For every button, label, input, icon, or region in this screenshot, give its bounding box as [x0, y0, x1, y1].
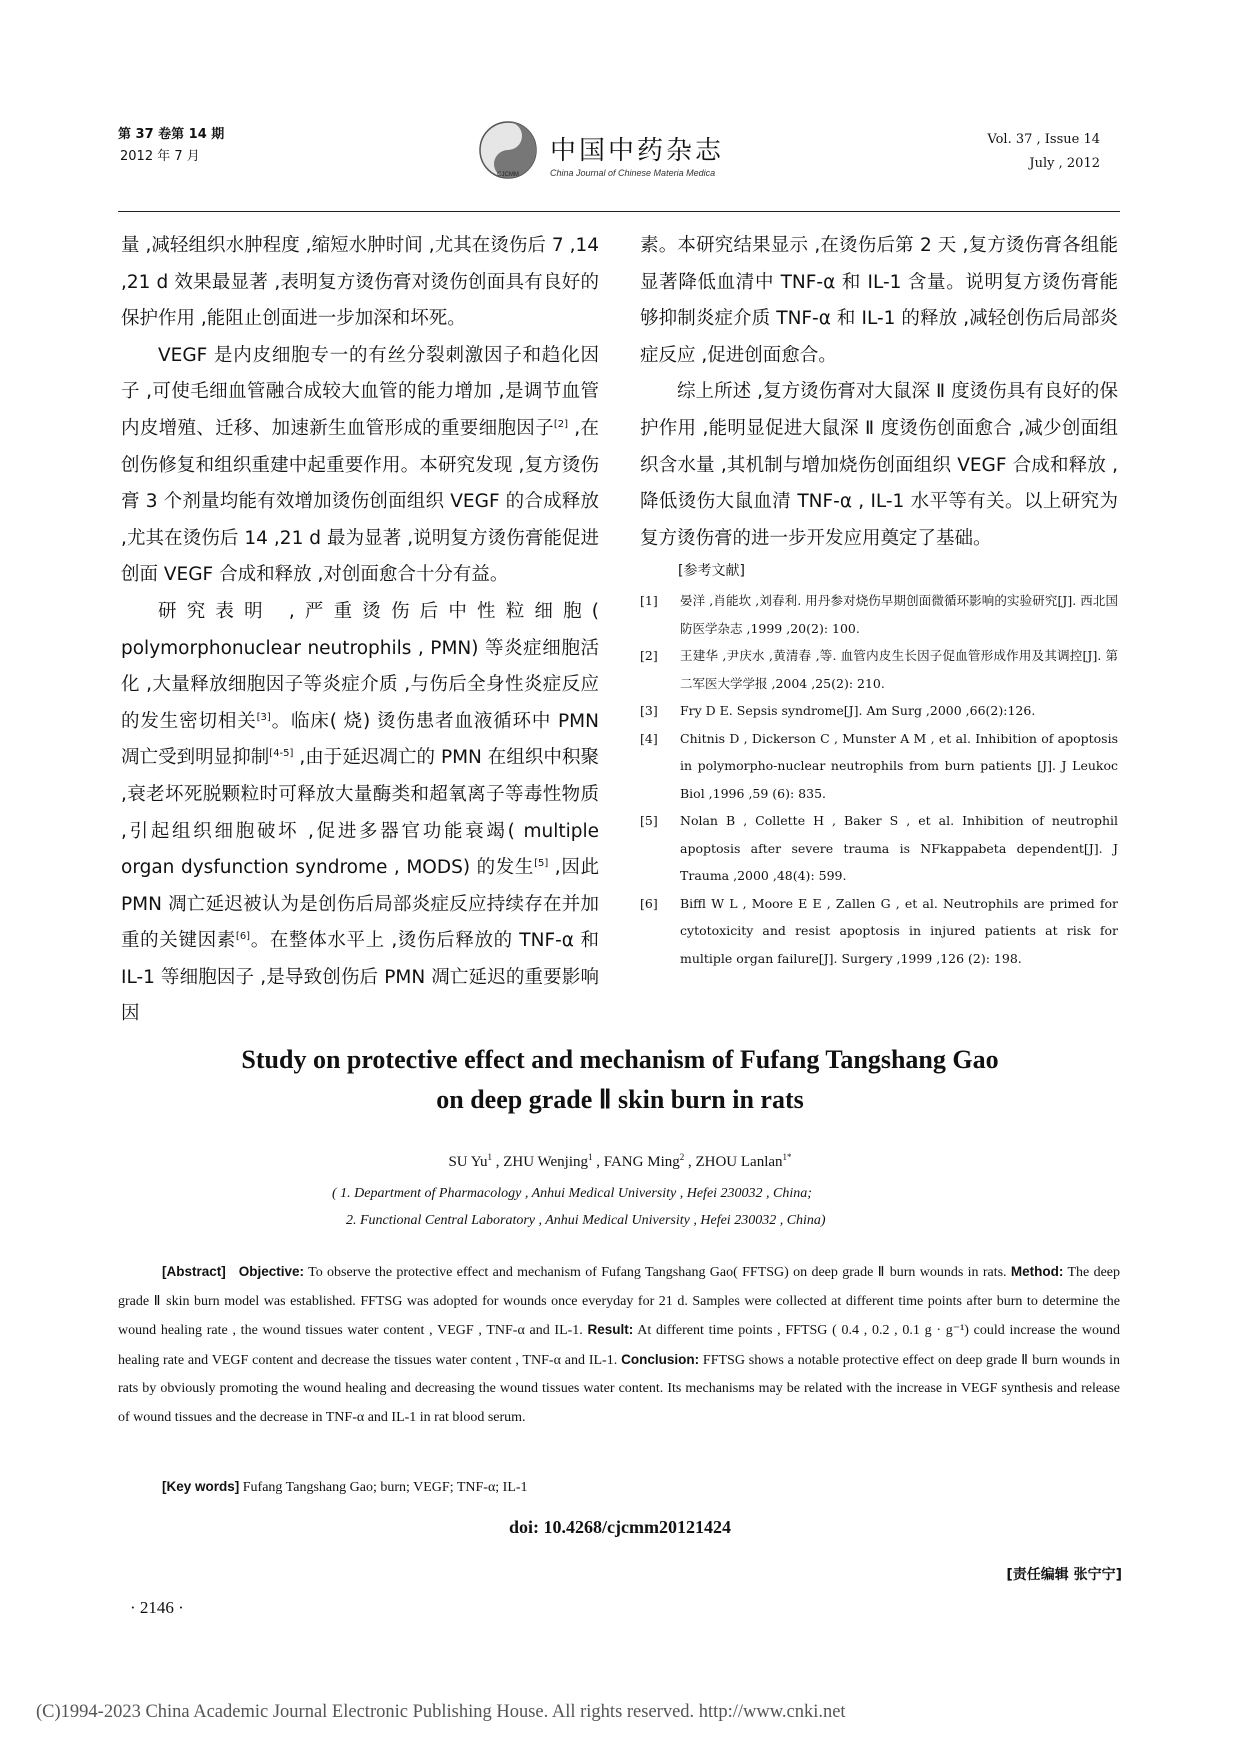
citation: [2]: [553, 418, 569, 430]
reference-item: [640, 725, 1118, 808]
reference-number: [1]: [640, 593, 658, 609]
journal-name-en: China Journal of Chinese Materia Medica: [550, 168, 716, 178]
reference-item: [640, 807, 1118, 890]
text: 研究表明 ,严重烫伤后中性粒细胞( polymorphonuclear neutrophils , PMN) 等炎症细胞活化 ,大量释放细胞因子等炎症介质 ,与伤后全身性炎症反应的发生密切相关: [121, 600, 599, 732]
reference-number: [2]: [640, 648, 658, 664]
left-column: [121, 228, 599, 1033]
volume-issue-en: Vol. 37 , Issue 14: [987, 132, 1100, 147]
conclusion-text: FFTSG shows a notable protective effect on deep grade Ⅱ burn wounds in rats by obviously promoting the wound healing and decreasing the wound tissues water content. Its mechanisms may be related with the increase in VEGF synthesis and release of wound tissues and the decrease in TNF-α and IL-1 in rat blood serum.: [118, 1352, 1121, 1425]
journal-logo: [478, 118, 778, 188]
reference-item: [640, 890, 1118, 973]
affiliation: ( 1. Department of Pharmacology , Anhui Medical University , Hefei 230032 , China;: [332, 1186, 812, 1201]
paragraph-conclusion: 综上所述 ,复方烫伤膏对大鼠深 Ⅱ 度烫伤具有良好的保护作用 ,能明显促进大鼠深 Ⅱ 度烫伤创面愈合 ,减少创面组织含水量 ,其机制与增加烧伤创面组织 VEGF 合成和释放 ,降低烫伤大鼠血清 TNF-α , IL-1 水平等有关。以上研究为复方烫伤膏的进一步开发应用奠定了基础。: [640, 381, 1118, 549]
citation: [6]: [235, 931, 251, 943]
abstract-label: [Abstract]: [162, 1264, 226, 1279]
author: , FANG Ming: [592, 1154, 680, 1170]
text: ,因此 PMN 凋亡延迟被认为是创伤后局部炎症反应持续存在并加重的关键因素: [121, 857, 600, 952]
reference-item: [640, 642, 1118, 697]
paragraph: 量 ,减轻组织水肿程度 ,缩短水肿时间 ,尤其在烫伤后 7 ,14 ,21 d 效果最显著 ,表明复方烫伤膏对烫伤创面具有良好的保护作用 ,能阻止创面进一步加深和坏死。: [121, 235, 599, 330]
affiliation-mark: 1: [487, 1152, 492, 1162]
citation: [5]: [534, 857, 549, 869]
reference-text: Chitnis D , Dickerson C , Munster A M , et al. Inhibition of apoptosis in polymorpho-nuclear neutrophils from burn patients [J]. J Leukoc Biol ,1996 ,59 (6): 835.: [680, 730, 1118, 801]
responsible-editor: [责任编辑 张宁宁]: [1006, 1567, 1122, 1583]
author: , ZHOU Lanlan: [684, 1154, 783, 1170]
affiliation: 2. Functional Central Laboratory , Anhui Medical University , Hefei 230032 , China): [346, 1213, 826, 1228]
reference-list: [640, 587, 1118, 972]
reference-text: 晏洋 ,肖能坎 ,刘春利. 用丹参对烧伤早期创面微循环影响的实验研究[J]. 西北国防医学杂志 ,1999 ,20(2): 100.: [680, 593, 1118, 636]
english-title: [120, 1040, 1120, 1120]
objective-text: To observe the protective effect and mechanism of Fufang Tangshang Gao( FFTSG) on deep grade Ⅱ burn wounds in rats.: [304, 1265, 1011, 1280]
author-list: [120, 1152, 1120, 1171]
paragraph: 素。本研究结果显示 ,在烫伤后第 2 天 ,复方烫伤膏各组能显著降低血清中 TNF-α 和 IL-1 含量。说明复方烫伤膏能够抑制炎症介质 TNF-α 和 IL-1 的释放 ,减轻创伤后局部炎症反应 ,促进创面愈合。: [640, 235, 1118, 366]
paragraph-pmn: [121, 594, 599, 1033]
result-text: At different time points , FFTSG ( 0.4 , 0.2 , 0.1 g · g⁻¹) could increase the wound healing rate and VEGF content and decrease the tissues water content , TNF-α and IL-1.: [118, 1323, 1121, 1368]
reference-number: [4]: [640, 730, 658, 746]
text: 。临床( 烧) 烫伤患者血液循环中 PMN 凋亡受到明显抑制: [121, 710, 599, 769]
volume-issue-cn: 第 37 卷第 14 期: [118, 127, 225, 142]
journal-issue-en: [987, 128, 1100, 176]
keywords-label: [Key words]: [162, 1479, 240, 1494]
journal-name-cn: 中国中药杂志: [550, 136, 725, 166]
author: SU Yu: [448, 1154, 488, 1170]
doi: doi: 10.4268/cjcmm20121424: [509, 1517, 731, 1537]
journal-issue-cn: [118, 124, 224, 168]
copyright-footer: (C)1994-2023 China Academic Journal Electronic Publishing House. All rights reserved. http://www.cnki.net: [36, 1702, 846, 1722]
header-divider: [118, 211, 1120, 212]
date-en: July , 2012: [1029, 156, 1100, 171]
affiliation-mark: 1: [588, 1152, 593, 1162]
abstract-text: [118, 1258, 1120, 1432]
title-line: Study on protective effect and mechanism of Fufang Tangshang Gao: [241, 1045, 999, 1074]
reference-item: [640, 697, 1118, 725]
journal-emblem-icon: [478, 120, 538, 180]
method-label: Method:: [1010, 1264, 1064, 1279]
logo-badge-text: CJCMM: [497, 172, 519, 178]
paragraph-vegf: [121, 338, 599, 594]
reference-text: Fry D E. Sepsis syndrome[J]. Am Surg ,2000 ,66(2):126.: [680, 703, 1036, 719]
reference-number: [6]: [640, 895, 658, 911]
title-line: on deep grade Ⅱ skin burn in rats: [436, 1085, 804, 1114]
right-column: [640, 228, 1118, 972]
page-number: · 2146 ·: [130, 1598, 184, 1617]
citation: [3]: [256, 711, 271, 723]
reference-item: [640, 587, 1118, 642]
references-heading: [参考文献]: [678, 563, 745, 580]
keywords: [162, 1479, 528, 1496]
reference-number: [3]: [640, 703, 658, 719]
conclusion-label: Conclusion:: [621, 1351, 700, 1367]
text: VEGF 是内皮细胞专一的有丝分裂刺激因子和趋化因子 ,可使毛细血管融合成较大血管的能力增加 ,是调节血管内皮增殖、迁移、加速新生血管形成的重要细胞因子: [121, 344, 599, 439]
keywords-text: Fufang Tangshang Gao; burn; VEGF; TNF-α; IL-1: [239, 1480, 528, 1495]
result-label: Result:: [587, 1322, 634, 1337]
text: 。在整体水平上 ,烫伤后释放的 TNF-α 和 IL-1 等细胞因子 ,是导致创伤后 PMN 凋亡延迟的重要影响因: [121, 930, 599, 1025]
author: , ZHU Wenjing: [491, 1154, 588, 1170]
date-cn: 2012 年 7 月: [120, 149, 200, 164]
method-text: The deep grade Ⅱ skin burn model was established. FFTSG was adopted for wounds once everyday for 21 d. Samples were collected at different time points after burn to determine the wound healing rate , the wound tissues water content , VEGF , TNF-α and IL-1.: [118, 1265, 1121, 1338]
reference-text: Biffl W L , Moore E E , Zallen G , et al. Neutrophils are primed for cytotoxicity and resist apoptosis in injured patients at risk for multiple organ failure[J]. Surgery ,1999 ,126 (2): 198.: [680, 895, 1118, 966]
text: ,由于延迟凋亡的 PMN 在组织中积聚 ,衰老坏死脱颗粒时可释放大量酶类和超氧离子等毒性物质 ,引起组织细胞破坏 ,促进多器官功能衰竭( multiple organ dysfunction syndrome , MODS) 的发生: [121, 747, 599, 879]
reference-number: [5]: [640, 813, 658, 829]
abstract: [118, 1258, 1120, 1432]
reference-text: Nolan B , Collette H , Baker S , et al. Inhibition of neutrophil apoptosis after severe trauma is NFkappabeta dependent[J]. J Trauma ,2000 ,48(4): 599.: [680, 813, 1118, 884]
affiliation-mark: 2: [679, 1152, 685, 1162]
objective-label: Objective:: [238, 1264, 305, 1279]
affiliations: [332, 1180, 826, 1234]
reference-text: 王建华 ,尹庆水 ,黄清春 ,等. 血管内皮生长因子促血管形成作用及其调控[J]. 第二军医大学学报 ,2004 ,25(2): 210.: [680, 648, 1118, 691]
affiliation-mark: 1*: [782, 1152, 792, 1162]
citation: [4-5]: [269, 748, 294, 760]
text: ,在创伤修复和组织重建中起重要作用。本研究发现 ,复方烫伤膏 3 个剂量均能有效增加烫伤创面组织 VEGF 的合成释放 ,尤其在烫伤后 14 ,21 d 最为显著 ,说明复方烫伤膏能促进创面 VEGF 合成和释放 ,对创面愈合十分有益。: [121, 417, 599, 586]
